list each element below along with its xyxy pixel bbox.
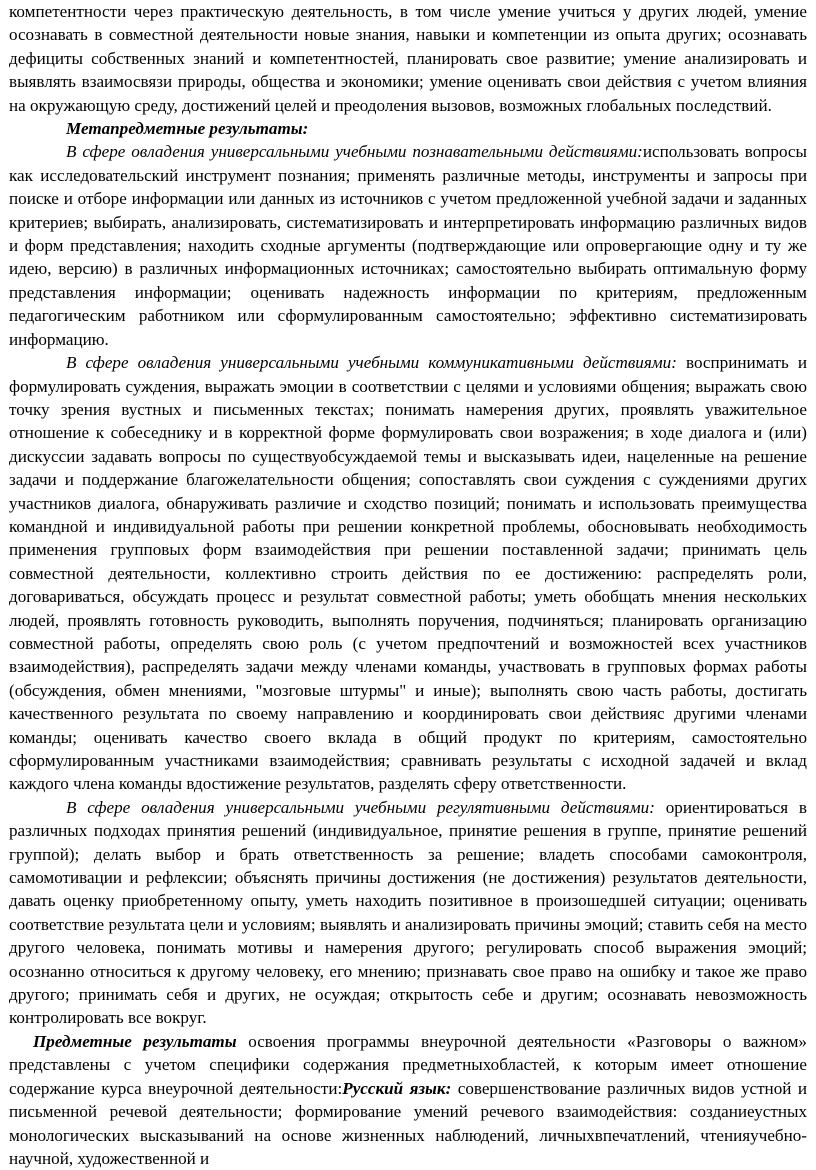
russian-language-body: совершенствование различных видов устной и письменной речевой деятельности; формирование умений речевого взаимодействия: созданиеустных монологических высказываний на основе жизненных наблюдений, личныхвпечатлений, чтенияучебно-научной, художественной и bbox=[9, 1078, 807, 1168]
paragraph-continuation: компетентности через практическую деятельность, в том числе умение учиться у других людей, умение осознавать в совместной деятельности новые знания, навыки и компетенции из опыта других; осознавать дефициты собственных знаний и компетентностей, планировать свое развитие; умение анализировать и выявлять взаимосвязи природы, общества и экономики; умение оценивать свои действия с учетом влияния на окружающую среду, достижений целей и преодоления вызовов, возможных глобальных последствий. bbox=[9, 2, 807, 115]
regulatory-body: ориентироваться в различных подходах принятия решений (индивидуальное, принятие решения в группе, принятие решений группой); делать выбор и брать ответственность за решение; владеть способами самоконтроля, самомотивации и рефлексии; объяснять причины достижения (не достижения) результатов деятельности, давать оценку приобретенному опыту, уметь находить позитивное в произошедшей ситуации; оценивать соответствие результата цели и условиям; выявлять и анализировать причины эмоций; ставить себя на место другого человека, понимать мотивы и намерения другого; регулировать способ выражения эмоций; осознанно относиться к другому человеку, его мнению; признавать свое право на ошибку и такое же право другого; принимать себя и других, не осуждая; открытость себе и другим; осознавать невозможность контролировать все вокруг. bbox=[9, 797, 807, 1028]
regulatory-lead: В сфере овладения универсальными учебными регулятивными действиями: bbox=[66, 797, 655, 817]
paragraph-cognitive-actions bbox=[9, 140, 807, 351]
paragraph-regulatory-actions bbox=[9, 796, 807, 1030]
document-page bbox=[9, 0, 807, 1170]
cognitive-lead: В сфере овладения универсальными учебными познавательными действиями: bbox=[66, 142, 643, 162]
heading-metasubject-label: Метапредметные результаты: bbox=[66, 119, 309, 139]
communicative-body: воспринимать и формулировать суждения, выражать эмоции в соответствии с целями и условиями общения; выражать свою точку зрения вустных и письменных текстах; понимать намерения других, проявлять уважительное отношение к собеседнику и в корректной форме формулировать свои возражения; в ходе диалога и (или) дискуссии задавать вопросы по существуобсуждаемой темы и высказывать идеи, нацеленные на решение задачи и поддержание благожелательности общения; сопоставлять свои суждения с суждениями других участников диалога, обнаруживать различие и сходство позиций; понимать и использовать преимущества командной и индивидуальной работы при решении конкретной проблемы, обосновывать необходимость применения групповых форм взаимодействия при решении поставленной задачи; принимать цель совместной деятельности, коллективно строить действия по ее достижению: распределять роли, договариваться, обсуждать процесс и результат совместной работы; уметь обобщать мнения нескольких людей, проявлять готовность руководить, выполнять поручения, подчиняться; планировать организацию совместной работы, определять свою роль (с учетом предпочтений и возможностей всех участников взаимодействия), распределять задачи между членами команды, участвовать в групповых формах работы (обсуждения, обмен мнениями, "мозговые штурмы" и иные); выполнять свою часть работы, достигать качественного результата по своему направлению и координировать свои действияс другими членами команды; оценивать качество своего вклада в общий продукт по критериям, самостоятельно сформулированным участниками взаимодействия; сравнивать результаты с исходной задачей и вклад каждого члена команды вдостижение результатов, разделять сферу ответственности. bbox=[9, 353, 807, 794]
paragraph-subject-results bbox=[9, 1030, 807, 1170]
paragraph-communicative-actions bbox=[9, 351, 807, 796]
communicative-lead: В сфере овладения универсальными учебными коммуникативными действиями: bbox=[66, 353, 677, 373]
heading-metasubject-results bbox=[9, 117, 807, 140]
subject-results-body: освоения программы внеурочной деятельности «Разговоры о важном» представлены с учетом специфики содержания предметныхобластей, к которым имеет отношение содержание курса внеурочной деятельности: bbox=[9, 1031, 807, 1098]
russian-language-label: Русский язык: bbox=[342, 1078, 452, 1098]
cognitive-body: использовать вопросы как исследовательский инструмент познания; применять различные методы, инструменты и запросы при поиске и отборе информации или данных из источников с учетом предложенной учебной задачи и заданных критериев; выбирать, анализировать, систематизировать и интерпретировать информацию различных видов и форм представления; находить сходные аргументы (подтверждающие или опровергающие одну и ту же идею, версию) в различных информационных источниках; самостоятельно выбирать оптимальную форму представления информации; оценивать надежность информации по критериям, предложенным педагогическим работником или сформулированным самостоятельно; эффективно систематизировать информацию. bbox=[9, 142, 807, 349]
subject-results-lead: Предметные результаты bbox=[33, 1031, 237, 1051]
